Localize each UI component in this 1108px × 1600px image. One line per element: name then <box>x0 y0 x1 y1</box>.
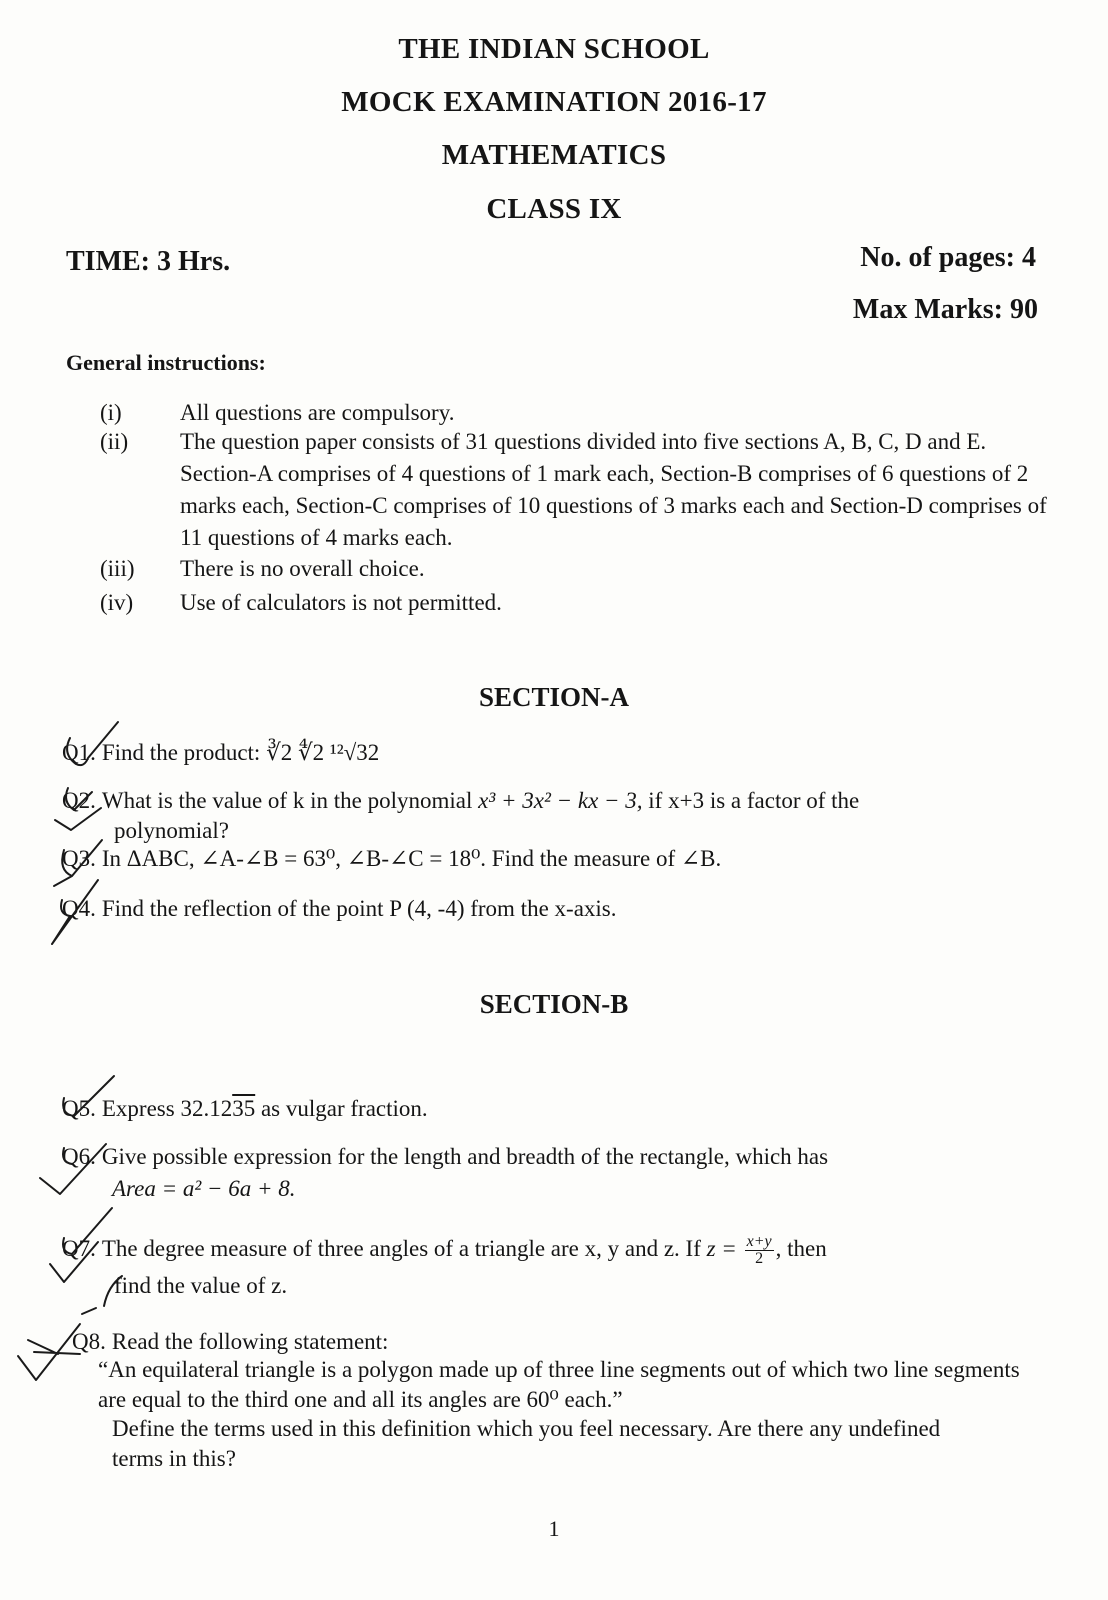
instruction-text: All questions are compulsory. <box>180 400 455 425</box>
page-number: 1 <box>548 1516 560 1541</box>
instruction-number: (iii) <box>100 556 135 581</box>
question-text: The degree measure of three angles of a triangle are x, y and z. If <box>101 1236 701 1261</box>
question-2 <box>62 786 859 816</box>
question-text: In ΔABC, ∠A-∠B = 63⁰, ∠B-∠C = 18⁰. Find the measure of ∠B. <box>101 846 722 871</box>
question-6 <box>62 1142 828 1172</box>
class-title: CLASS IX <box>486 193 622 225</box>
pages-label: No. of pages: 4 <box>860 242 1036 273</box>
question-text: What is the value of k in the polynomial <box>101 788 473 813</box>
question-2-line-2: polynomial? <box>114 818 229 843</box>
subject-title: MATHEMATICS <box>441 139 667 171</box>
question-7 <box>62 1234 827 1267</box>
question-3 <box>62 844 721 874</box>
instruction-number: (iv) <box>100 590 134 615</box>
question-8-follow-up: Define the terms used in this definition which you feel necessary. Are there any undefined terms in this? <box>112 1416 941 1471</box>
recurring-digits: 35 <box>232 1096 256 1121</box>
question-number: Q6. <box>62 1144 96 1169</box>
polynomial-expression: x³ + 3x² − kx − 3, <box>478 788 643 813</box>
question-text-continued: , then <box>775 1236 827 1261</box>
question-number: Q8. <box>72 1329 106 1354</box>
section-a-title: SECTION-A <box>478 682 630 712</box>
question-5 <box>62 1094 428 1124</box>
school-name: THE INDIAN SCHOOL <box>398 33 710 65</box>
question-8-quote: “An equilateral triangle is a polygon made up of three line segments out of which two line segments are equal to the third one and all its angles are 60⁰ each.” <box>98 1357 1020 1412</box>
fraction-numerator: x+y <box>746 1233 772 1251</box>
question-text: Find the product: <box>101 740 261 765</box>
area-expression: Area = a² − 6a + 8. <box>112 1176 296 1201</box>
instruction-number: (ii) <box>100 429 129 454</box>
question-number: Q3. <box>62 846 96 871</box>
question-number: Q7. <box>62 1236 96 1261</box>
question-number: Q1. <box>62 740 96 765</box>
question-text: Find the reflection of the point P (4, -4) from the x-axis. <box>101 896 617 921</box>
question-text-continued: if x+3 is a factor of the <box>648 788 860 813</box>
question-number: Q5. <box>62 1096 96 1121</box>
question-7-line-2: find the value of z. <box>114 1273 288 1298</box>
radical-expression: ∛2 ∜2 ¹²√32 <box>266 740 380 765</box>
fraction-denominator: 2 <box>755 1250 764 1268</box>
question-8 <box>72 1327 388 1357</box>
question-text-continued: as vulgar fraction. <box>260 1096 428 1121</box>
tick-mark-q8 <box>18 1324 80 1380</box>
instruction-text: Use of calculators is not permitted. <box>180 590 502 615</box>
question-text: Read the following statement: <box>111 1329 389 1354</box>
question-text: Express 32.12 <box>101 1096 233 1121</box>
instruction-number: (i) <box>100 400 122 425</box>
question-4 <box>62 894 617 924</box>
question-6-expression <box>112 1174 296 1204</box>
instruction-text: The question paper consists of 31 questions divided into five sections A, B, C, D and E. Section-A comprises of 4 questions of 1 mark each, Section-B comprises of 6 questions of 2 marks each, Section-C comprises of 10 questions of 3 marks each and Section-D comprises of 11 questions of 4 marks each. <box>180 429 1047 550</box>
exam-title: MOCK EXAMINATION 2016-17 <box>341 86 767 118</box>
question-1 <box>62 738 379 768</box>
fraction <box>745 1234 774 1267</box>
time-label: TIME: 3 Hrs. <box>66 246 231 277</box>
question-text: Give possible expression for the length and breadth of the rectangle, which has <box>101 1144 829 1169</box>
section-b-title: SECTION-B <box>479 989 629 1019</box>
instruction-text: There is no overall choice. <box>180 556 425 581</box>
z-equals: z = <box>706 1236 737 1261</box>
question-number: Q2. <box>62 788 96 813</box>
question-number: Q4. <box>62 896 96 921</box>
instructions-heading: General instructions: <box>66 350 266 375</box>
max-marks-label: Max Marks: 90 <box>852 294 1038 325</box>
